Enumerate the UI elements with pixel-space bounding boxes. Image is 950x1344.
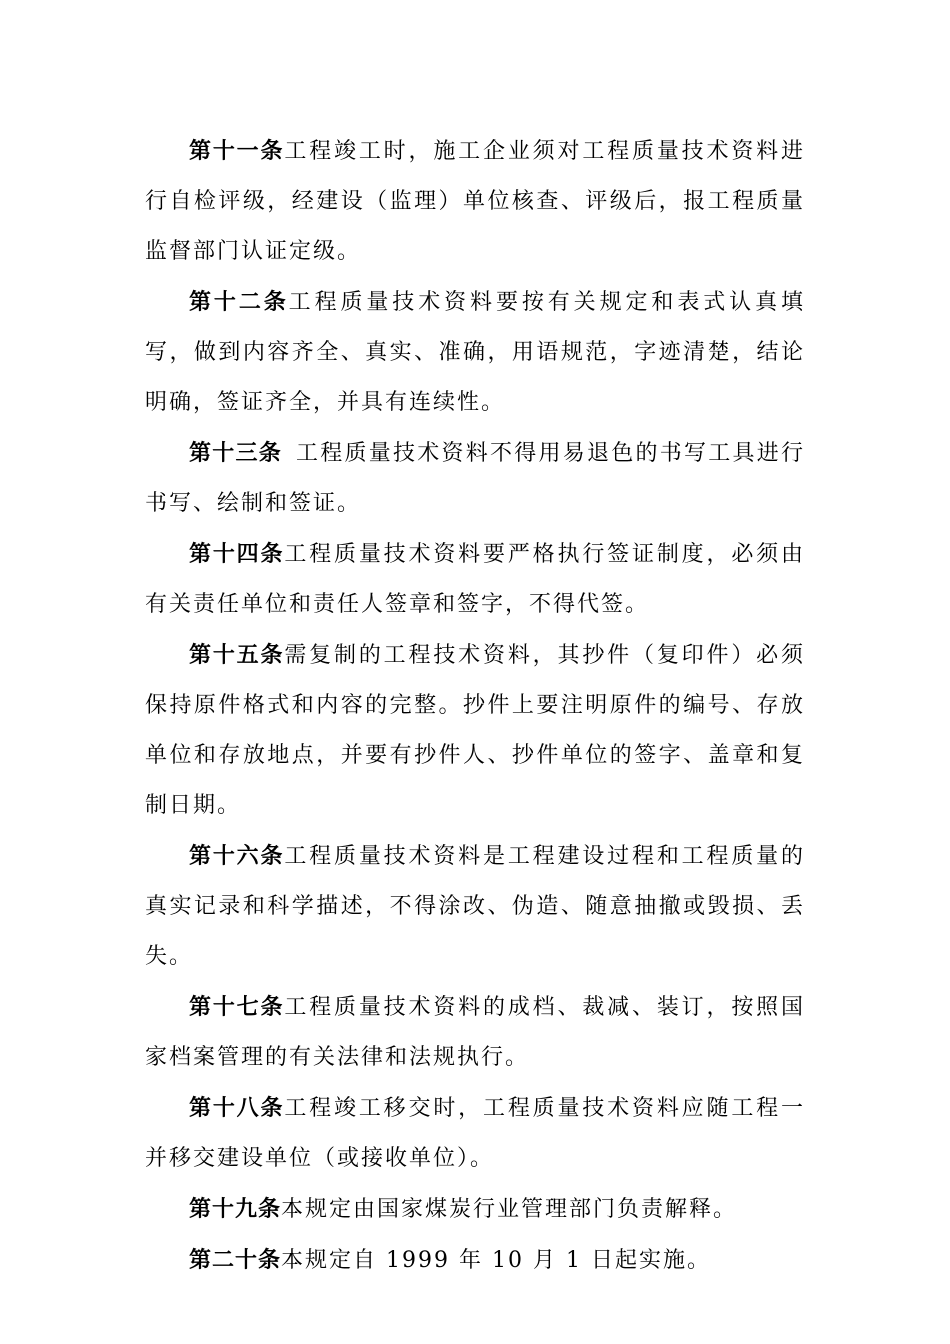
article-text: 工程竣工时，施工企业须对工程质量技术资料进行自检评级，经建设（监理）单位核查、评级后，报工程质量监督部门认证定级。 [145,139,805,264]
article-text: 本规定由国家煤炭行业管理部门负责解释。 [281,1197,738,1222]
article-text: 工程质量技术资料不得用易退色的书写工具进行书写、绘制和签证。 [145,441,805,516]
article-number: 第十一条 [189,138,285,164]
article-19 [145,1184,805,1235]
article-text: 工程竣工移交时，工程质量技术资料应随工程一并移交建设单位（或接收单位）。 [145,1096,805,1171]
article-17 [145,982,805,1083]
article-number: 第十七条 [189,994,285,1020]
article-text: 工程质量技术资料要严格执行签证制度，必须由有关责任单位和责任人签章和签字，不得代签。 [145,542,805,617]
article-13 [145,428,805,529]
article-15 [145,630,805,831]
article-16 [145,831,805,982]
document-body [145,126,805,1286]
article-14 [145,529,805,630]
article-text: 本规定自 1999 年 10 月 1 日起实施。 [281,1248,711,1273]
article-number: 第十三条 [189,440,282,466]
article-text: 需复制的工程技术资料，其抄件（复印件）必须保持原件格式和内容的完整。抄件上要注明原件的编号、存放单位和存放地点，并要有抄件人、抄件单位的签字、盖章和复制日期。 [145,643,805,818]
article-number: 第十九条 [189,1196,282,1222]
article-20 [145,1235,805,1286]
article-text: 工程质量技术资料要按有关规定和表式认真填写，做到内容齐全、真实、准确，用语规范，字迹清楚，结论明确，签证齐全，并具有连续性。 [145,290,805,415]
article-11 [145,126,805,277]
article-number: 第二十条 [189,1247,282,1273]
article-12 [145,277,805,428]
article-18 [145,1083,805,1184]
article-number: 第十八条 [189,1095,285,1121]
article-text: 工程质量技术资料的成档、裁减、装订，按照国家档案管理的有关法律和法规执行。 [145,995,805,1070]
article-text: 工程质量技术资料是工程建设过程和工程质量的真实记录和科学描述，不得涂改、伪造、随意抽撤或毁损、丢失。 [145,844,805,969]
article-number: 第十五条 [189,642,285,668]
article-number: 第十二条 [189,289,289,315]
article-number: 第十四条 [189,541,285,567]
article-number: 第十六条 [189,843,285,869]
